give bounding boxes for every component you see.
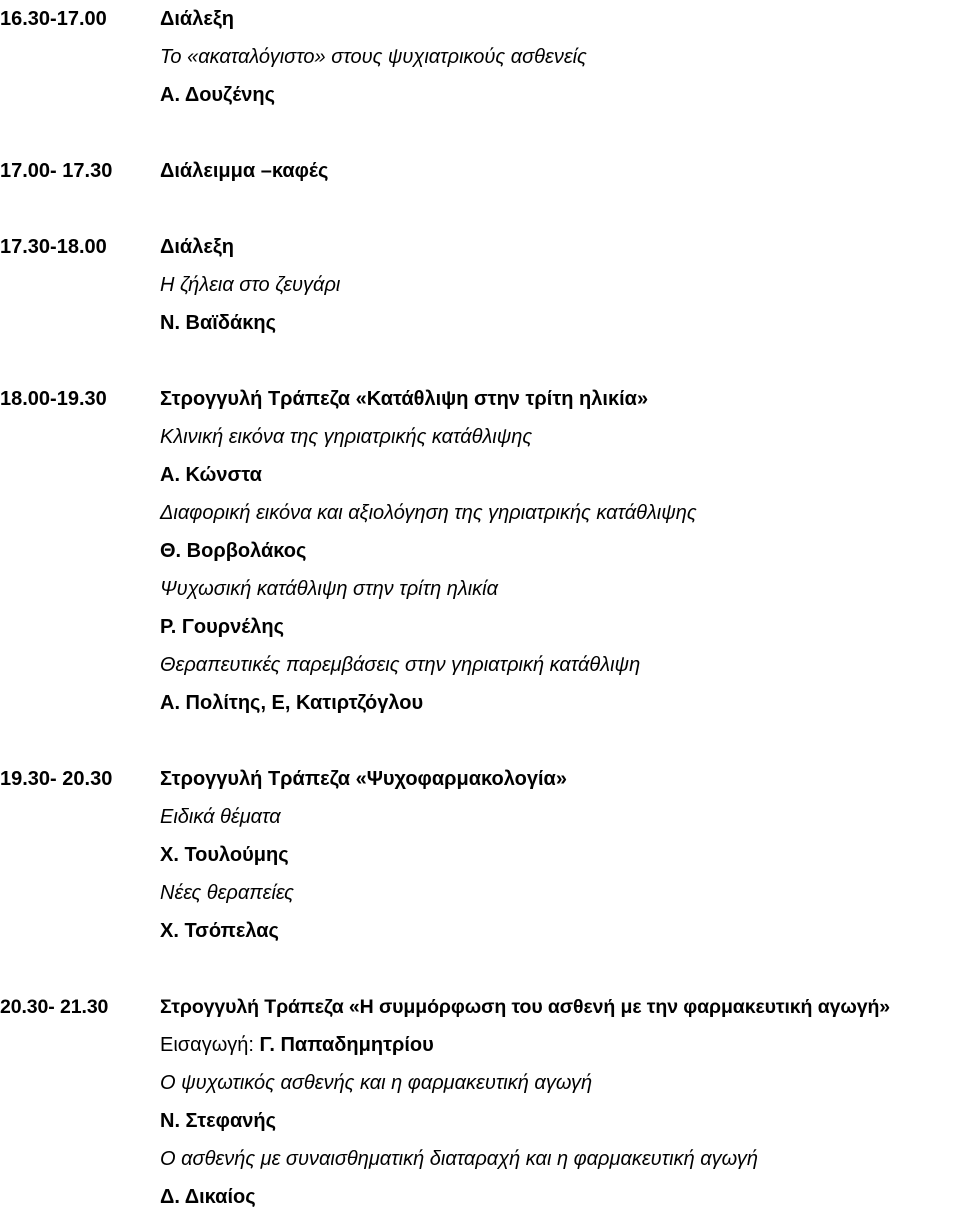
- session-detail-row: [0, 608, 960, 646]
- talk-title: [160, 646, 640, 684]
- line-text: Στρογγυλή Τράπεζα «Η συμμόρφωση του ασθενή με την φαρμακευτική αγωγή»: [160, 996, 890, 1018]
- line-text: Α. Δουζένης: [160, 84, 276, 106]
- line-text: Ν. Βαϊδάκης: [160, 312, 277, 334]
- session-detail-row: [0, 494, 960, 532]
- session-detail-row: [0, 38, 960, 76]
- session-spacer: [0, 114, 960, 152]
- speaker-name: [160, 912, 279, 950]
- session-title: [160, 152, 328, 190]
- session-detail-row: [0, 1178, 960, 1216]
- speaker-name: Γ. Παπαδημητρίου: [259, 1034, 434, 1056]
- session-spacer: [0, 950, 960, 988]
- session-time: 17.00- 17.30: [0, 160, 113, 182]
- talk-title: [160, 874, 294, 912]
- program-session: [0, 228, 960, 342]
- line-text: Διάλεξη: [160, 8, 234, 30]
- session-title-row: [0, 0, 960, 38]
- session-detail-row: [0, 418, 960, 456]
- line-text: Κλινική εικόνα της γηριατρικής κατάθλιψης: [160, 426, 533, 448]
- session-title: [160, 380, 648, 418]
- speaker-name: [160, 836, 289, 874]
- talk-title: [160, 798, 281, 836]
- line-text: Δ. Δικαίος: [160, 1186, 256, 1208]
- talk-title: [160, 494, 697, 532]
- line-text: Ο ψυχωτικός ασθενής και η φαρμακευτική αγωγή: [160, 1072, 593, 1094]
- session-detail-row: [0, 1026, 960, 1064]
- session-spacer: [0, 342, 960, 380]
- line-text: Θεραπευτικές παρεμβάσεις στην γηριατρική κατάθλιψη: [160, 654, 641, 676]
- intro-label: [160, 1026, 434, 1064]
- session-detail-row: [0, 912, 960, 950]
- session-detail-row: [0, 76, 960, 114]
- line-text: Ρ. Γουρνέλης: [160, 616, 285, 638]
- program-session: [0, 988, 960, 1216]
- line-text: Νέες θεραπείες: [160, 882, 294, 904]
- session-title: [160, 988, 890, 1026]
- session-detail-row: [0, 304, 960, 342]
- session-detail-row: [0, 1064, 960, 1102]
- session-detail-row: [0, 266, 960, 304]
- speaker-name: [160, 608, 284, 646]
- session-time: 17.30-18.00: [0, 236, 107, 258]
- line-text: Ψυχωσική κατάθλιψη στην τρίτη ηλικία: [160, 578, 498, 600]
- session-title: [160, 228, 234, 266]
- program-session: [0, 760, 960, 950]
- talk-title: [160, 38, 587, 76]
- line-text: Α. Κώνστα: [160, 464, 262, 486]
- session-detail-row: [0, 1140, 960, 1178]
- session-title: [160, 760, 567, 798]
- speaker-name: [160, 1102, 276, 1140]
- session-title-row: [0, 988, 960, 1026]
- talk-title: [160, 266, 340, 304]
- line-text: Διάλειμμα –καφές: [160, 160, 329, 182]
- session-detail-row: [0, 1102, 960, 1140]
- session-detail-row: [0, 532, 960, 570]
- session-detail-row: [0, 874, 960, 912]
- session-time: 19.30- 20.30: [0, 768, 113, 790]
- line-text: Ο ασθενής με συναισθηματική διαταραχή και η φαρμακευτική αγωγή: [160, 1148, 758, 1170]
- line-text: Θ. Βορβολάκος: [160, 540, 307, 562]
- line-text: Η ζήλεια στο ζευγάρι: [160, 274, 341, 296]
- session-detail-row: [0, 570, 960, 608]
- speaker-name: [160, 1178, 256, 1216]
- line-text: Χ. Τουλούμης: [160, 844, 289, 866]
- program-session: [0, 152, 960, 190]
- talk-title: [160, 418, 532, 456]
- session-time: 20.30- 21.30: [0, 996, 109, 1018]
- session-time: 16.30-17.00: [0, 8, 107, 30]
- session-detail-row: [0, 798, 960, 836]
- line-text: Το «ακαταλόγιστο» στους ψυχιατρικούς ασθενείς: [160, 46, 587, 68]
- talk-title: [160, 570, 498, 608]
- session-detail-row: [0, 646, 960, 684]
- speaker-name: [160, 684, 423, 722]
- program-session: [0, 380, 960, 722]
- session-title-row: [0, 380, 960, 418]
- line-text: Α. Πολίτης, Ε, Κατιρτζόγλου: [160, 692, 424, 714]
- line-text: Διάλεξη: [160, 236, 234, 258]
- line-text: Στρογγυλή Τράπεζα «Κατάθλιψη στην τρίτη ηλικία»: [160, 388, 649, 410]
- line-text: Ν. Στεφανής: [160, 1110, 276, 1132]
- session-title-row: [0, 152, 960, 190]
- speaker-name: [160, 76, 275, 114]
- line-text: Χ. Τσόπελας: [160, 920, 279, 942]
- line-text: Εισαγωγή:: [160, 1034, 260, 1056]
- session-detail-row: [0, 456, 960, 494]
- speaker-name: [160, 532, 306, 570]
- line-text: Στρογγυλή Τράπεζα «Ψυχοφαρμακολογία»: [160, 768, 567, 790]
- session-title: [160, 0, 234, 38]
- talk-title: [160, 1064, 592, 1102]
- speaker-name: [160, 456, 262, 494]
- speaker-name: [160, 304, 276, 342]
- session-spacer: [0, 190, 960, 228]
- program-session: [0, 0, 960, 114]
- session-title-row: [0, 228, 960, 266]
- session-detail-row: [0, 836, 960, 874]
- line-text: Ειδικά θέματα: [160, 806, 281, 828]
- session-spacer: [0, 722, 960, 760]
- session-time: 18.00-19.30: [0, 388, 107, 410]
- session-title-row: [0, 760, 960, 798]
- talk-title: [160, 1140, 758, 1178]
- line-text: Διαφορική εικόνα και αξιολόγηση της γηριατρικής κατάθλιψης: [160, 502, 697, 524]
- session-detail-row: [0, 684, 960, 722]
